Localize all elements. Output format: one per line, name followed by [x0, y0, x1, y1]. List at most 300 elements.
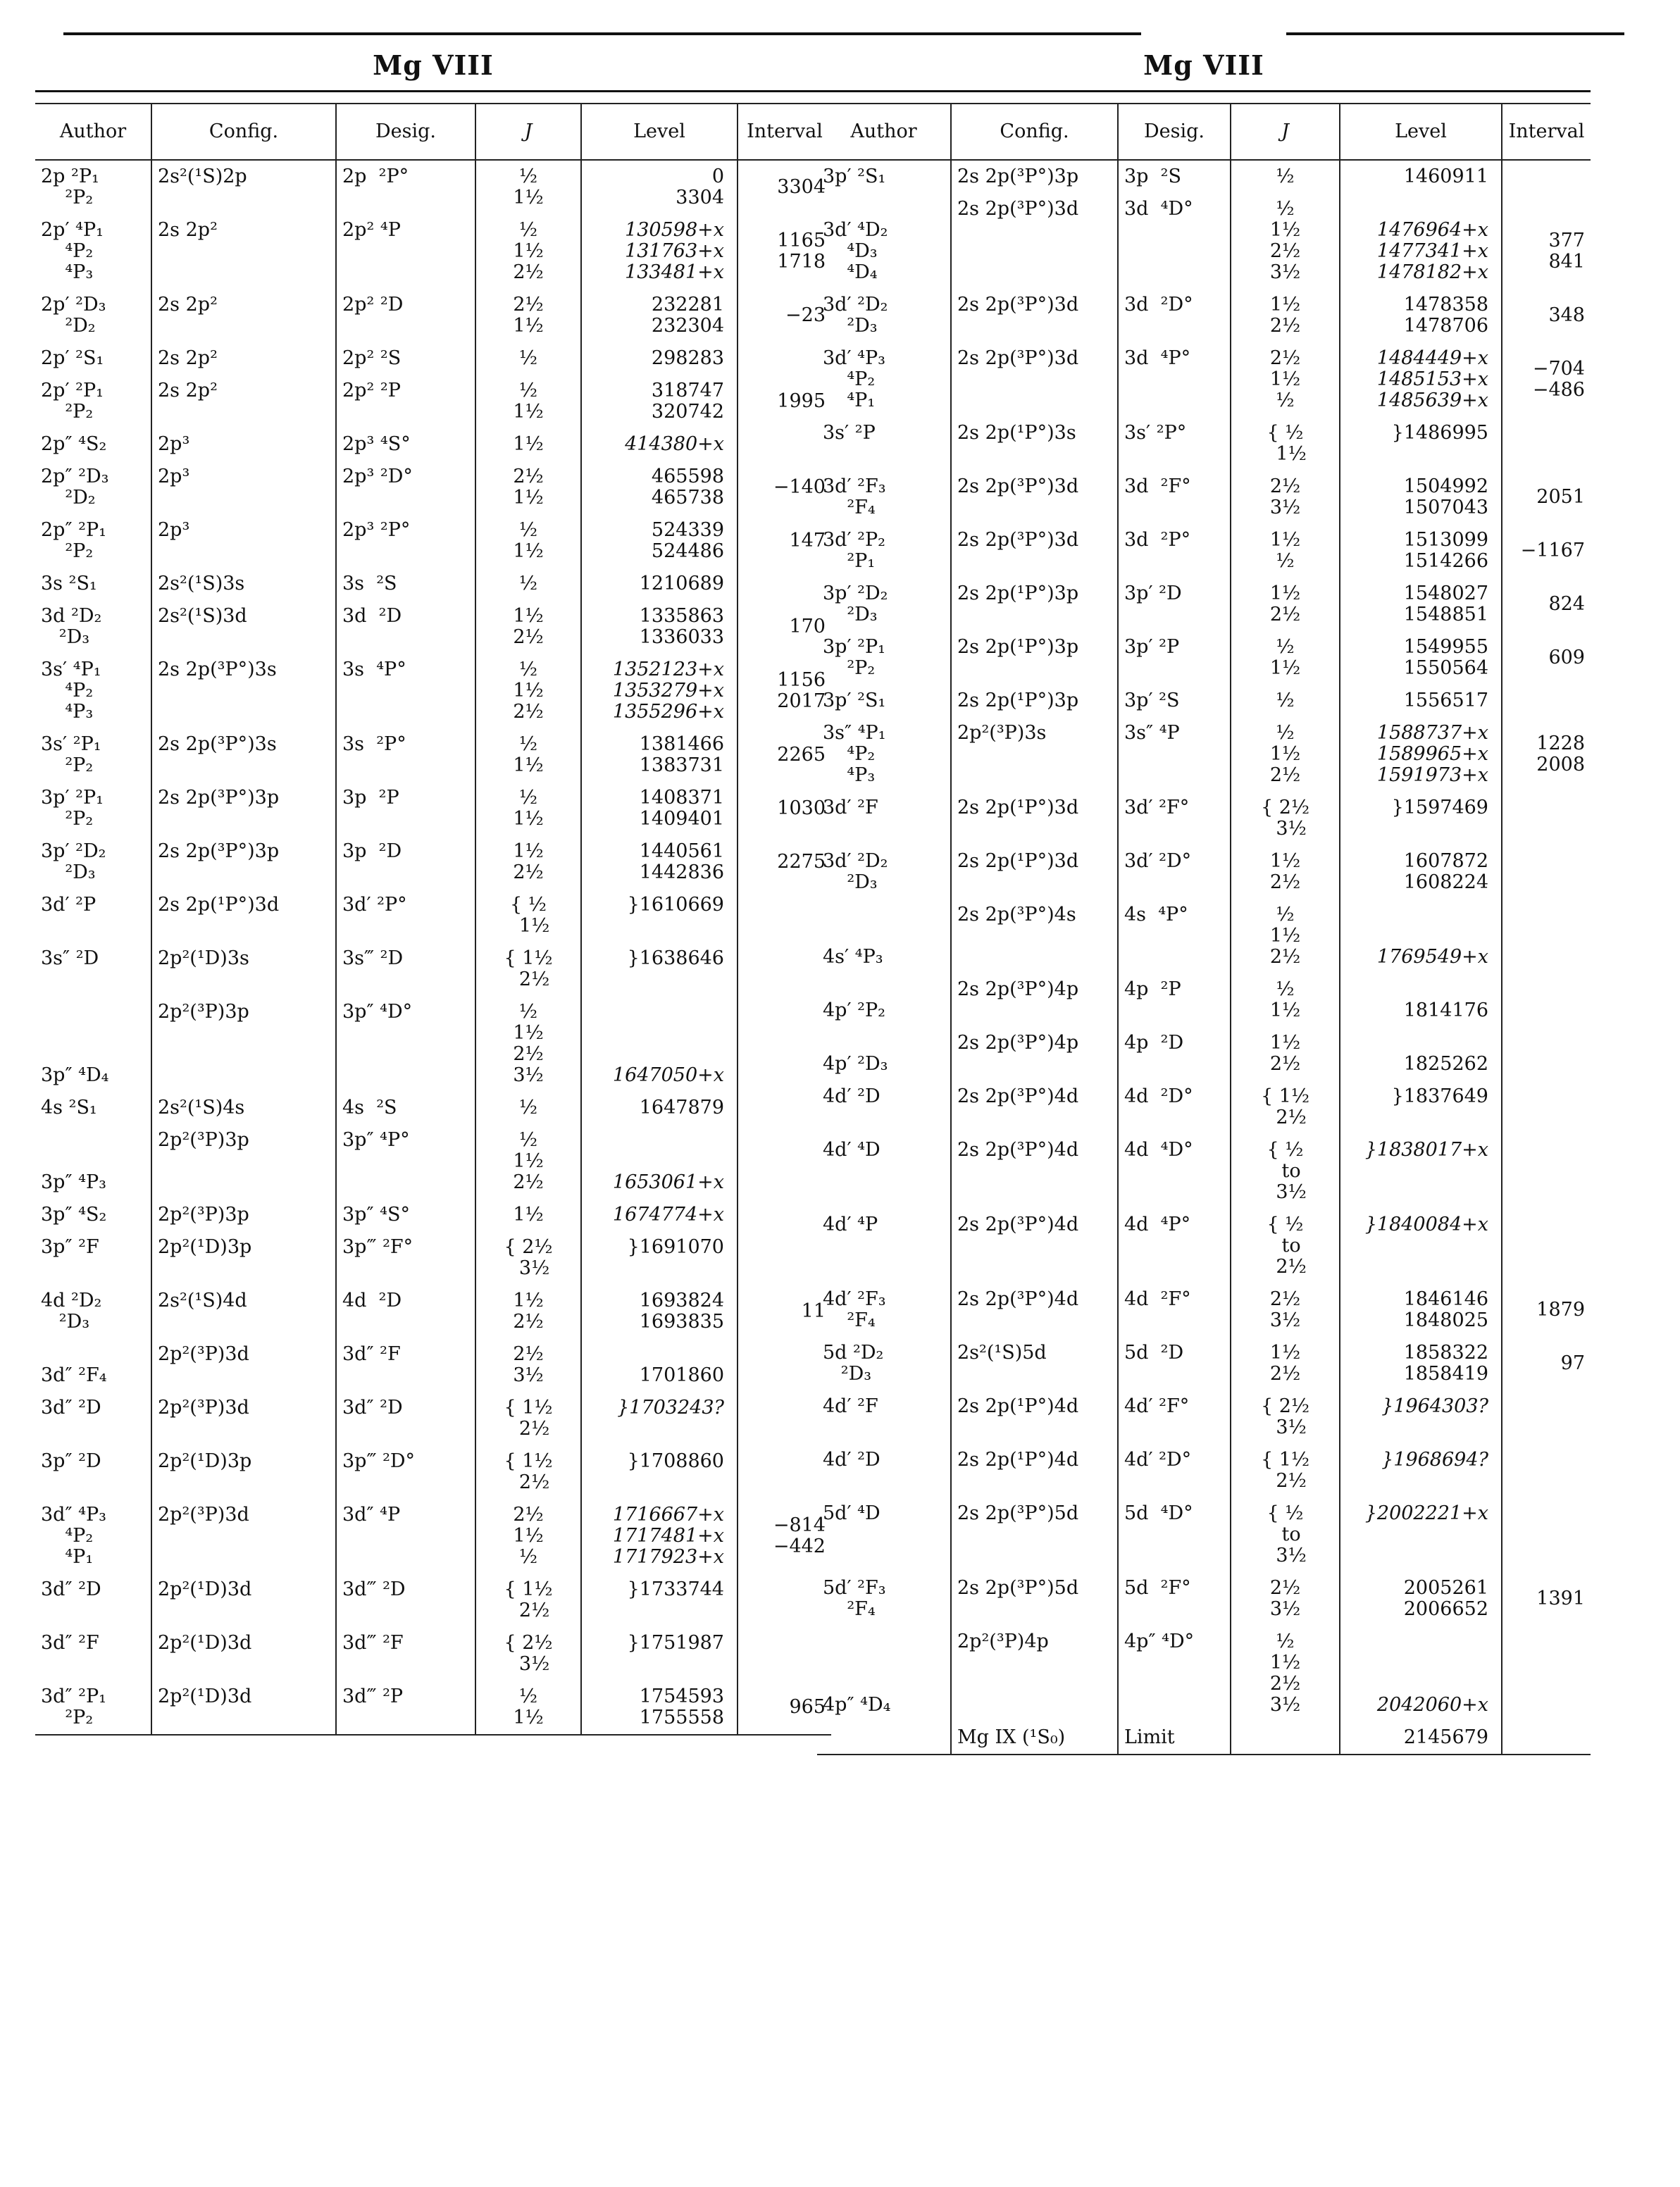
cell-level: 2145679 — [1340, 1721, 1502, 1755]
cell-j: 1½ 2½ — [1231, 845, 1340, 899]
cell-desig: 3p ²D — [336, 835, 475, 889]
table-row — [35, 1574, 831, 1627]
cell-level: 1440561 1442836 — [581, 835, 738, 889]
table-row — [817, 685, 1591, 717]
cell-config: 2s 2p(³P°)3s — [151, 654, 336, 728]
table-row — [817, 160, 1591, 193]
cell-level: 318747 320742 — [581, 375, 738, 428]
table-row — [35, 600, 831, 654]
table-row — [817, 1209, 1591, 1283]
cell-interval — [1502, 417, 1591, 471]
column-header: Interval — [738, 104, 831, 160]
cell-config: 2s 2p² — [151, 342, 336, 375]
cell-j: { ½ to 2½ — [1231, 1209, 1340, 1283]
table-row — [35, 1681, 831, 1735]
cell-interval: 1165 1718 — [738, 214, 831, 289]
cell-j: ½ 1½ — [475, 782, 581, 835]
cell-j: 2½ 1½ ½ — [475, 1499, 581, 1574]
table-row — [35, 1124, 831, 1199]
cell-author: 4s ²S₁ — [41, 1097, 97, 1119]
cell-author: 5d′ ⁴D — [823, 1502, 881, 1524]
cell-config: 2s 2p(³P°)4p — [951, 1027, 1118, 1080]
cell-author: 3d″ ²D — [41, 1578, 101, 1600]
table-row — [35, 375, 831, 428]
cell-author: 3p′ ²S₁ — [823, 690, 886, 711]
cell-desig: Limit — [1118, 1721, 1231, 1755]
table-row — [35, 1627, 831, 1681]
cell-j: ½ 1½ 2½ 3½ — [1231, 1626, 1340, 1721]
table-row — [817, 578, 1591, 631]
cell-author: 5d′ ²F₃ ²F₄ — [823, 1577, 886, 1620]
table-row — [35, 160, 831, 214]
cell-author: 2p″ ²P₁ ²P₂ — [41, 519, 106, 562]
cell-config: 2s 2p(³P°)3d — [951, 471, 1118, 524]
cell-desig: 3s ²P° — [336, 728, 475, 782]
table-row — [35, 1445, 831, 1499]
cell-j: { 2½ 3½ — [1231, 792, 1340, 845]
cell-author: 3p′ ²S₁ — [823, 166, 886, 187]
cell-config: 2s²(¹S)3d — [151, 600, 336, 654]
cell-interval — [1502, 1390, 1591, 1444]
cell-author: 3d′ ²D₂ ²D₃ — [823, 850, 888, 893]
cell-j: 2½ 3½ — [1231, 1572, 1340, 1626]
cell-j: ½ 1½ 2½ — [1231, 717, 1340, 792]
cell-desig: 3d″ ²F — [336, 1338, 475, 1392]
table-row — [35, 942, 831, 996]
cell-level: }1840084+x — [1340, 1209, 1502, 1283]
cell-j: ½ 1½ — [1231, 973, 1340, 1027]
cell-interval — [1502, 160, 1591, 193]
cell-j: { 2½ 3½ — [475, 1627, 581, 1681]
cell-config: 2s 2p(³P°)4p — [951, 973, 1118, 1027]
cell-interval: −23 — [738, 289, 831, 342]
column-header: Author — [35, 104, 151, 160]
cell-config: Mg IX (¹S₀) — [951, 1721, 1118, 1755]
cell-interval: −704 −486 — [1502, 342, 1591, 417]
cell-interval: −814 −442 — [738, 1499, 831, 1574]
cell-interval: 2051 — [1502, 471, 1591, 524]
cell-j: ½ 1½ — [475, 160, 581, 214]
cell-j: 1½ — [475, 1199, 581, 1231]
cell-config: 2p²(³P)3d — [151, 1338, 336, 1392]
cell-config: 2s 2p(¹P°)3p — [951, 631, 1118, 685]
cell-desig: 5d ²D — [1118, 1337, 1231, 1390]
cell-config: 2s 2p(³P°)3d — [951, 289, 1118, 342]
cell-desig: 3d″ ⁴P — [336, 1499, 475, 1574]
cell-desig: 3d‴ ²D — [336, 1574, 475, 1627]
column-header: J — [1231, 104, 1340, 160]
cell-author: 2p″ ⁴S₂ — [41, 433, 107, 455]
cell-desig: 2p² ²D — [336, 289, 475, 342]
cell-level: 130598+x 131763+x 133481+x — [581, 214, 738, 289]
cell-level: 1210689 — [581, 568, 738, 600]
right-table — [817, 103, 1591, 1755]
cell-level: 1548027 1548851 — [1340, 578, 1502, 631]
cell-j: 2½ 3½ — [1231, 1283, 1340, 1337]
cell-level: }1964303? — [1340, 1390, 1502, 1444]
cell-interval: 824 — [1502, 578, 1591, 631]
cell-desig: 2p² ⁴P — [336, 214, 475, 289]
table-row — [817, 193, 1591, 289]
column-header: Author — [817, 104, 951, 160]
cell-author: 3p″ ⁴P₃ — [41, 1171, 106, 1193]
cell-desig: 3p ²P — [336, 782, 475, 835]
cell-interval: 2265 — [738, 728, 831, 782]
top-rule-left — [63, 32, 1141, 35]
cell-author: 4s′ ⁴P₃ — [823, 946, 883, 968]
cell-config: 2p²(³P)3s — [951, 717, 1118, 792]
cell-j: ½ 1½ — [475, 514, 581, 568]
cell-interval: 1030 — [738, 782, 831, 835]
table-row — [35, 889, 831, 942]
table-row — [817, 1080, 1591, 1134]
cell-desig: 5d ⁴D° — [1118, 1497, 1231, 1572]
cell-config: 2s 2p(¹P°)3p — [951, 578, 1118, 631]
cell-author: 3d′ ²F — [823, 797, 878, 818]
table-row — [817, 1444, 1591, 1497]
table-row — [817, 899, 1591, 973]
cell-interval — [1502, 685, 1591, 717]
table-row — [817, 631, 1591, 685]
cell-level: 1647050+x — [581, 996, 738, 1092]
column-header: Desig. — [1118, 104, 1231, 160]
cell-j: { 1½ 2½ — [475, 1574, 581, 1627]
cell-level: }1610669 — [581, 889, 738, 942]
cell-author: 3d′ ⁴D₂ ⁴D₃ ⁴D₄ — [823, 219, 888, 283]
cell-interval — [1502, 1721, 1591, 1755]
table-row — [817, 1027, 1591, 1080]
cell-desig: 4d ⁴P° — [1118, 1209, 1231, 1283]
right-title: Mg VIII — [1143, 49, 1264, 81]
table-row — [817, 717, 1591, 792]
cell-desig: 4d ²D° — [1118, 1080, 1231, 1134]
cell-author: 3p″ ⁴S₂ — [41, 1204, 107, 1226]
cell-level: 1846146 1848025 — [1340, 1283, 1502, 1337]
cell-level: 1607872 1608224 — [1340, 845, 1502, 899]
cell-interval — [1502, 1444, 1591, 1497]
cell-j: { ½ to 3½ — [1231, 1134, 1340, 1209]
cell-level: 2005261 2006652 — [1340, 1572, 1502, 1626]
cell-j: { ½ 1½ — [1231, 417, 1340, 471]
cell-author — [817, 1721, 951, 1755]
cell-config: 2s 2p(³P°)3p — [151, 782, 336, 835]
cell-author: 3d″ ²F — [41, 1632, 99, 1654]
column-header: Level — [1340, 104, 1502, 160]
cell-desig: 3d‴ ²F — [336, 1627, 475, 1681]
cell-desig: 4s ²S — [336, 1092, 475, 1124]
table-row — [35, 342, 831, 375]
table-row — [817, 792, 1591, 845]
cell-interval — [1502, 899, 1591, 973]
cell-desig: 2p² ²S — [336, 342, 475, 375]
cell-config: 2p²(³P)3p — [151, 1199, 336, 1231]
table-row — [35, 214, 831, 289]
table-row — [35, 1499, 831, 1574]
cell-level: 232281 232304 — [581, 289, 738, 342]
cell-level: }1733744 — [581, 1574, 738, 1627]
cell-level: }1708860 — [581, 1445, 738, 1499]
table-row — [35, 1285, 831, 1338]
cell-interval — [1502, 1497, 1591, 1572]
cell-config: 2s 2p(¹P°)3d — [951, 792, 1118, 845]
cell-level: 1478358 1478706 — [1340, 289, 1502, 342]
cell-desig: 3p″ ⁴D° — [336, 996, 475, 1092]
cell-level: 1825262 — [1340, 1027, 1502, 1080]
table-row — [35, 1231, 831, 1285]
cell-desig: 4d ²D — [336, 1285, 475, 1338]
cell-desig: 3p‴ ²F° — [336, 1231, 475, 1285]
cell-level: 1693824 1693835 — [581, 1285, 738, 1338]
cell-interval: 1228 2008 — [1502, 717, 1591, 792]
cell-desig: 4p ²D — [1118, 1027, 1231, 1080]
cell-level: 1513099 1514266 — [1340, 524, 1502, 578]
cell-j: ½ 1½ — [475, 375, 581, 428]
cell-j: 2½ 1½ ½ — [1231, 342, 1340, 417]
cell-interval: 147 — [738, 514, 831, 568]
cell-j: ½ — [1231, 160, 1340, 193]
cell-level: }1703243? — [581, 1392, 738, 1445]
cell-j: ½ 1½ 2½ — [475, 654, 581, 728]
cell-config: 2p²(³P)3d — [151, 1392, 336, 1445]
cell-level: 1556517 — [1340, 685, 1502, 717]
cell-author: 4d′ ²D — [823, 1449, 881, 1471]
cell-level: 465598 465738 — [581, 461, 738, 514]
cell-author: 3p′ ²P₁ ²P₂ — [41, 787, 104, 830]
cell-level: }1691070 — [581, 1231, 738, 1285]
cell-level: 1653061+x — [581, 1124, 738, 1199]
cell-level: 414380+x — [581, 428, 738, 461]
cell-desig: 3s″ ⁴P — [1118, 717, 1231, 792]
top-rule-right — [1286, 32, 1624, 35]
cell-config: 2p²(¹D)3d — [151, 1574, 336, 1627]
cell-desig: 3d ⁴P° — [1118, 342, 1231, 417]
table-row — [35, 1092, 831, 1124]
table-row — [817, 1626, 1591, 1721]
cell-j: ½ 1½ — [1231, 631, 1340, 685]
cell-desig: 4d′ ²D° — [1118, 1444, 1231, 1497]
cell-j: ½ 1½ 2½ — [475, 214, 581, 289]
cell-j: 1½ 2½ — [475, 1285, 581, 1338]
cell-j: 2½ 1½ — [475, 289, 581, 342]
cell-desig: 4d′ ²F° — [1118, 1390, 1231, 1444]
left-table — [35, 103, 831, 1736]
cell-level: 1460911 — [1340, 160, 1502, 193]
cell-author: 2p′ ²P₁ ²P₂ — [41, 380, 104, 423]
table-row — [817, 417, 1591, 471]
cell-config: 2s 2p(³P°)4d — [951, 1209, 1118, 1283]
cell-j: ½ 1½ 2½ — [1231, 899, 1340, 973]
column-header: Config. — [151, 104, 336, 160]
cell-config: 2s 2p(³P°)4s — [951, 899, 1118, 973]
cell-j: { ½ to 3½ — [1231, 1497, 1340, 1572]
table-row — [35, 728, 831, 782]
cell-author: 4p″ ⁴D₄ — [823, 1694, 891, 1716]
column-header: Level — [581, 104, 738, 160]
cell-level: }1751987 — [581, 1627, 738, 1681]
cell-j: ½ 1½ 2½ 3½ — [1231, 193, 1340, 289]
cell-author: 3d′ ²P₂ ²P₁ — [823, 529, 885, 572]
cell-config: 2p²(¹D)3s — [151, 942, 336, 996]
cell-j: 1½ 2½ — [1231, 578, 1340, 631]
cell-desig: 3p′ ²D — [1118, 578, 1231, 631]
cell-author: 4d′ ⁴D — [823, 1139, 881, 1161]
cell-interval — [1502, 1080, 1591, 1134]
table-row — [817, 1390, 1591, 1444]
cell-level: 1754593 1755558 — [581, 1681, 738, 1735]
cell-config: 2s²(¹S)3s — [151, 568, 336, 600]
cell-j: ½ — [475, 1092, 581, 1124]
cell-config: 2s 2p² — [151, 214, 336, 289]
table-row — [817, 1497, 1591, 1572]
cell-desig: 4s ⁴P° — [1118, 899, 1231, 973]
cell-j: 2½ 3½ — [1231, 471, 1340, 524]
cell-desig: 3p″ ⁴P° — [336, 1124, 475, 1199]
left-title: Mg VIII — [373, 49, 494, 81]
cell-interval: 965 — [738, 1681, 831, 1735]
cell-config: 2s 2p(³P°)3s — [151, 728, 336, 782]
table-row — [35, 782, 831, 835]
cell-level: }2002221+x — [1340, 1497, 1502, 1572]
cell-author: 3s′ ⁴P₁ ⁴P₂ ⁴P₃ — [41, 659, 101, 723]
cell-j: ½ — [475, 342, 581, 375]
cell-author: 4d ²D₂ ²D₃ — [41, 1290, 102, 1333]
table-row — [35, 514, 831, 568]
column-header: Desig. — [336, 104, 475, 160]
cell-config: 2s 2p² — [151, 375, 336, 428]
cell-j: { 1½ 2½ — [475, 1445, 581, 1499]
cell-j: { ½ 1½ — [475, 889, 581, 942]
cell-j: { 1½ 2½ — [475, 942, 581, 996]
cell-config: 2p²(³P)3p — [151, 996, 336, 1092]
cell-config: 2p²(³P)4p — [951, 1626, 1118, 1721]
cell-j: 1½ ½ — [1231, 524, 1340, 578]
cell-config: 2p³ — [151, 428, 336, 461]
cell-desig: 4d ²F° — [1118, 1283, 1231, 1337]
cell-desig: 3d ²P° — [1118, 524, 1231, 578]
cell-j: 2½ 3½ — [475, 1338, 581, 1392]
cell-j: { 2½ 3½ — [1231, 1390, 1340, 1444]
cell-config: 2s²(¹S)2p — [151, 160, 336, 214]
cell-desig: 3p′ ²S — [1118, 685, 1231, 717]
cell-author: 2p′ ⁴P₁ ⁴P₂ ⁴P₃ — [41, 219, 104, 283]
cell-config: 2s 2p(¹P°)3s — [951, 417, 1118, 471]
cell-interval — [1502, 792, 1591, 845]
cell-author: 3d′ ²P — [41, 894, 97, 916]
cell-j: 1½ 2½ — [475, 600, 581, 654]
table-row — [817, 289, 1591, 342]
cell-level: 524339 524486 — [581, 514, 738, 568]
cell-desig: 3d ²F° — [1118, 471, 1231, 524]
cell-desig: 4d ⁴D° — [1118, 1134, 1231, 1209]
cell-author: 2p″ ²D₃ ²D₂ — [41, 466, 109, 509]
cell-interval: 11 — [738, 1285, 831, 1338]
cell-author: 3s′ ²P — [823, 422, 876, 444]
cell-config: 2s 2p(³P°)3p — [151, 835, 336, 889]
cell-level: 298283 — [581, 342, 738, 375]
table-row — [35, 1199, 831, 1231]
cell-j: 1½ 2½ — [1231, 289, 1340, 342]
cell-author: 5d ²D₂ ²D₃ — [823, 1342, 884, 1385]
cell-j: 1½ 2½ — [1231, 1027, 1340, 1080]
cell-author: 3s′ ²P₁ ²P₂ — [41, 733, 101, 776]
cell-interval — [1502, 845, 1591, 899]
cell-desig: 3s′ ²P° — [1118, 417, 1231, 471]
cell-config: 2s²(¹S)4s — [151, 1092, 336, 1124]
cell-level: 1408371 1409401 — [581, 782, 738, 835]
cell-level: 0 3304 — [581, 160, 738, 214]
cell-interval: −140 — [738, 461, 831, 514]
cell-j: { 1½ 2½ — [1231, 1080, 1340, 1134]
cell-desig: 3p′ ²P — [1118, 631, 1231, 685]
cell-config: 2s 2p(³P°)3d — [951, 524, 1118, 578]
cell-level: 1504992 1507043 — [1340, 471, 1502, 524]
cell-level: }1837649 — [1340, 1080, 1502, 1134]
cell-config: 2s²(¹S)5d — [951, 1337, 1118, 1390]
cell-desig: 3s ²S — [336, 568, 475, 600]
cell-j: 1½ 2½ — [1231, 1337, 1340, 1390]
cell-level: 1769549+x — [1340, 899, 1502, 973]
table-row — [817, 1134, 1591, 1209]
cell-desig: 2p² ²P — [336, 375, 475, 428]
cell-level: 2042060+x — [1340, 1626, 1502, 1721]
cell-author: 4d′ ²D — [823, 1085, 881, 1107]
table-row — [35, 461, 831, 514]
cell-j: { 1½ 2½ — [1231, 1444, 1340, 1497]
cell-interval: 609 — [1502, 631, 1591, 685]
cell-config: 2s 2p(³P°)5d — [951, 1497, 1118, 1572]
cell-config: 2s 2p(³P°)3p — [951, 160, 1118, 193]
cell-desig: 3p‴ ²D° — [336, 1445, 475, 1499]
table-row — [817, 1283, 1591, 1337]
cell-level: 1352123+x 1353279+x 1355296+x — [581, 654, 738, 728]
cell-config: 2s 2p(³P°)4d — [951, 1134, 1118, 1209]
cell-desig: 3d′ ²D° — [1118, 845, 1231, 899]
cell-interval: 1879 — [1502, 1283, 1591, 1337]
cell-j: { 1½ 2½ — [475, 1392, 581, 1445]
cell-desig: 4p ²P — [1118, 973, 1231, 1027]
cell-author: 4d′ ²F₃ ²F₄ — [823, 1288, 886, 1331]
cell-config: 2p³ — [151, 461, 336, 514]
cell-author: 3d″ ²D — [41, 1397, 101, 1419]
cell-interval — [1502, 1027, 1591, 1080]
cell-config: 2s 2p² — [151, 289, 336, 342]
cell-config: 2s²(¹S)4d — [151, 1285, 336, 1338]
cell-j: 1½ 2½ — [475, 835, 581, 889]
cell-author: 3p″ ²D — [41, 1450, 101, 1472]
cell-author: 2p ²P₁ ²P₂ — [41, 166, 99, 208]
cell-config: 2s 2p(¹P°)3d — [951, 845, 1118, 899]
cell-interval: −1167 — [1502, 524, 1591, 578]
cell-j: 1½ — [475, 428, 581, 461]
cell-author: 3d ²D₂ ²D₃ — [41, 605, 102, 648]
table-row — [817, 1721, 1591, 1755]
cell-interval: 1995 — [738, 375, 831, 428]
cell-author: 2p′ ²D₃ ²D₂ — [41, 294, 106, 337]
cell-author: 3d″ ²P₁ ²P₂ — [35, 1681, 151, 1735]
cell-interval — [1502, 1209, 1591, 1283]
cell-config: 2p²(¹D)3d — [151, 1681, 336, 1735]
table-row — [35, 428, 831, 461]
cell-interval: 1391 — [1502, 1572, 1591, 1626]
cell-author: 3s″ ⁴P₁ ⁴P₂ ⁴P₃ — [823, 722, 886, 786]
cell-interval: 348 — [1502, 289, 1591, 342]
table-row — [817, 524, 1591, 578]
cell-level: }1486995 — [1340, 417, 1502, 471]
cell-level: }1838017+x — [1340, 1134, 1502, 1209]
cell-author: 4d′ ⁴P — [823, 1214, 878, 1235]
cell-level: 1476964+x 1477341+x 1478182+x — [1340, 193, 1502, 289]
cell-desig: 3d ²D — [336, 600, 475, 654]
